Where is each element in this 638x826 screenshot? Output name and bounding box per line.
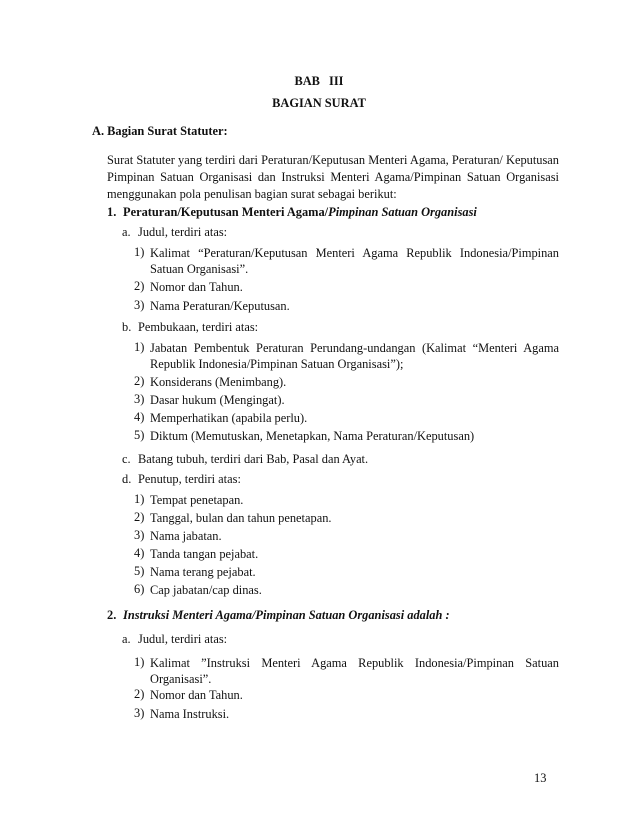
subheading-1d: [122, 472, 241, 487]
list-item-number: 2): [134, 510, 145, 524]
heading-1-italic: Pimpinan Satuan Organisasi: [328, 205, 477, 219]
list-item-number: 5): [134, 564, 145, 578]
subheading-text: Batang tubuh, terdiri dari Bab, Pasal dan Ayat.: [138, 452, 369, 466]
heading-1-text: Peraturan/Keputusan Menteri Agama/: [123, 205, 329, 219]
list-item-number: 4): [134, 410, 145, 424]
list-item-text: Kalimat ”Instruksi Menteri Agama Republik Indonesia/Pimpinan Satuan Organisasi”.: [150, 656, 559, 686]
list-item-text: Nama jabatan.: [150, 529, 222, 543]
list-item-text: Tanggal, bulan dan tahun penetapan.: [150, 511, 332, 525]
subheading-text: Judul, terdiri atas:: [138, 632, 228, 646]
list-item-number: 3): [134, 706, 145, 720]
subheading-text: Penutup, terdiri atas:: [138, 472, 241, 486]
list-item-number: 6): [134, 582, 145, 596]
list-item-text: Nama Peraturan/Keputusan.: [150, 299, 290, 313]
list-item-number: 3): [134, 392, 145, 406]
list-item-text: Tempat penetapan.: [150, 493, 244, 507]
subheading-letter: d.: [122, 472, 132, 486]
chapter-title: BAGIAN SURAT: [272, 96, 366, 110]
list-item-number: 4): [134, 546, 145, 560]
list-item-text: Nama Instruksi.: [150, 707, 230, 721]
page-number: 13: [534, 771, 547, 785]
heading-1-number: 1.: [107, 205, 117, 219]
list-item-number: 3): [134, 528, 145, 542]
list-item-text: Tanda tangan pejabat.: [150, 547, 259, 561]
section-a-heading: A. Bagian Surat Statuter:: [92, 124, 228, 138]
list-item-text: Diktum (Memutuskan, Menetapkan, Nama Peraturan/Keputusan): [150, 429, 475, 443]
subheading-text: Judul, terdiri atas:: [138, 225, 228, 239]
heading-1: [107, 205, 477, 220]
list-item-text: Konsiderans (Menimbang).: [150, 375, 287, 389]
heading-2: [107, 608, 450, 623]
list-item-text: Memperhatikan (apabila perlu).: [150, 411, 308, 425]
subheading-1c: [122, 452, 368, 467]
list-item-number: 1): [134, 340, 145, 354]
subheading-text: Pembukaan, terdiri atas:: [138, 320, 259, 334]
list-item-text: Jabatan Pembentuk Peraturan Perundang-undangan (Kalimat “Menteri Agama Republik Indonesia/Pimpinan Satuan Organisasi”);: [150, 341, 559, 371]
subheading-1b: [122, 320, 258, 335]
heading-2-italic: Instruksi Menteri Agama/Pimpinan Satuan Organisasi adalah :: [123, 608, 450, 622]
list-item-number: 3): [134, 298, 145, 312]
subheading-letter: b.: [122, 320, 132, 334]
heading-2-number: 2.: [107, 608, 117, 622]
list-item-text: Nomor dan Tahun.: [150, 688, 243, 702]
list-item-number: 2): [134, 374, 145, 388]
subheading-letter: c.: [122, 452, 131, 466]
subheading-letter: a.: [122, 225, 131, 239]
subheading-letter: a.: [122, 632, 131, 646]
list-item-text: Dasar hukum (Mengingat).: [150, 393, 285, 407]
list-item-number: 2): [134, 279, 145, 293]
subheading-1a: [122, 225, 227, 240]
list-item-number: 1): [134, 655, 145, 669]
list-item-number: 1): [134, 245, 145, 259]
list-item-text: Kalimat “Peraturan/Keputusan Menteri Agama Republik Indonesia/Pimpinan Satuan Organisasi”.: [150, 246, 559, 276]
list-item-number: 1): [134, 492, 145, 506]
list-item-text: Nama terang pejabat.: [150, 565, 256, 579]
list-item-text: Cap jabatan/cap dinas.: [150, 583, 262, 597]
list-item-number: 5): [134, 428, 145, 442]
chapter-number: BAB III: [294, 74, 344, 88]
list-item-number: 2): [134, 687, 145, 701]
intro-paragraph: Surat Statuter yang terdiri dari Peraturan/Keputusan Menteri Agama, Peraturan/ Keputusan Pimpinan Satuan Organisasi dan Instruksi Menteri Agama/Pimpinan Satuan Organisasi menggunakan pola penulisan bagian surat sebagai berikut:: [107, 153, 559, 201]
subheading-2a: [122, 632, 227, 647]
list-item-text: Nomor dan Tahun.: [150, 280, 243, 294]
